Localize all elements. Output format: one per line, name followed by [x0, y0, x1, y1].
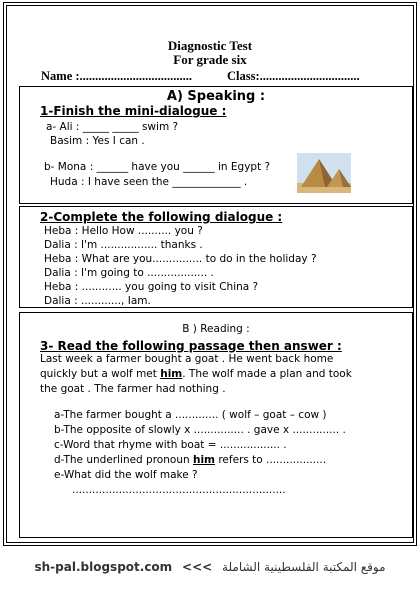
- page-frame: [3, 2, 417, 546]
- arrows-text: <<<: [182, 560, 213, 574]
- passage-line-3: the goat . The farmer had nothing .: [40, 383, 226, 395]
- answer-line: ................................................................: [72, 484, 286, 496]
- reading-section: [19, 312, 413, 538]
- dialogue-a-line: a- Ali : _____ _____ swim ?: [46, 121, 179, 133]
- question-e: e-What did the wolf make ?: [54, 469, 198, 481]
- speaking-heading: A) Speaking :: [166, 89, 266, 104]
- pyramids-icon: [297, 153, 351, 193]
- name-field: Name :....................................: [41, 69, 193, 83]
- dialogue-line: Heba : Hello How .......... you ?: [44, 225, 203, 237]
- dialogue-line: Dalia : ............, Iam.: [44, 295, 151, 307]
- question-2-title: 2-Complete the following dialogue :: [40, 210, 283, 224]
- dialogue-b-reply: Huda : I have seen the _____________ .: [50, 176, 248, 188]
- question-c: c-Word that rhyme with boat = .................. .: [54, 439, 287, 451]
- question-d: d-The underlined pronoun him refers to ..................: [54, 454, 327, 466]
- question-1-title: 1-Finish the mini-dialogue :: [40, 104, 227, 118]
- dialogue-line: Heba : What are you............... to do in the holiday ?: [44, 253, 317, 265]
- site-link[interactable]: sh-pal.blogspot.com: [34, 560, 173, 574]
- dialogue-line: Heba : ............ you going to visit China ?: [44, 281, 259, 293]
- question-b: b-The opposite of slowly x ............... . gave x .............. .: [54, 424, 346, 436]
- test-subtitle: For grade six: [173, 52, 247, 67]
- site-arabic-name: موقع المكتبة الفلسطينية الشاملة: [222, 560, 386, 574]
- dialogue-section: [19, 206, 413, 308]
- speaking-section: [19, 86, 413, 204]
- reading-heading: B ) Reading :: [182, 323, 250, 335]
- dialogue-line: Dalia : I'm ................. thanks .: [44, 239, 203, 251]
- passage-line-1: Last week a farmer bought a goat . He went back home: [40, 353, 334, 365]
- footer: [0, 560, 420, 574]
- question-a: a-The farmer bought a ............. ( wolf – goat – cow ): [54, 409, 327, 421]
- underlined-pronoun: him: [160, 368, 183, 380]
- question-3-title: 3- Read the following passage then answer :: [40, 339, 342, 353]
- test-title: Diagnostic Test: [167, 38, 253, 53]
- class-field: Class:................................: [227, 69, 360, 83]
- dialogue-a-reply: Basim : Yes I can .: [50, 135, 145, 147]
- dialogue-line: Dalia : I'm going to .................. .: [44, 267, 214, 279]
- dialogue-b-line: b- Mona : ______ have you ______ in Egypt ?: [44, 161, 271, 173]
- passage-line-2: quickly but a wolf met him. The wolf made a plan and took: [40, 368, 352, 380]
